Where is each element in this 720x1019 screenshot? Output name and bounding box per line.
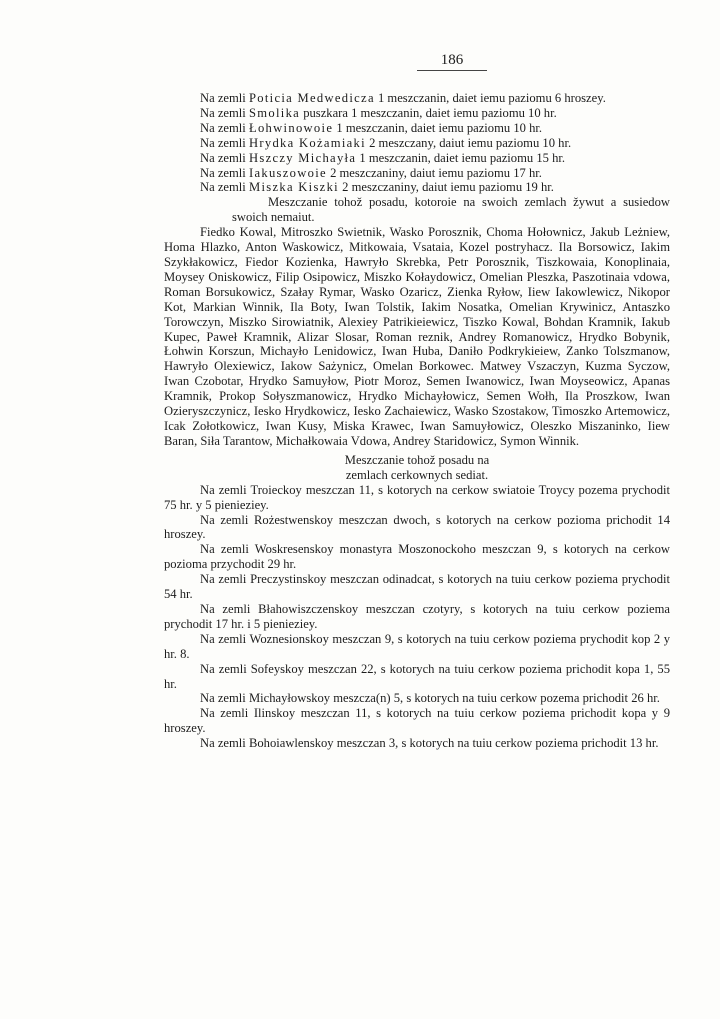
church-land-entry: Na zemli Rożestwenskoy meszczan dwoch, s kotorych na cerkow pozioma prichodit 14 hroszey. bbox=[164, 512, 670, 542]
church-land-entry: Na zemli Woskresenskoy monastyra Moszonockoho meszczan 9, s kotorych na cerkow pozioma przychodit 29 hr. bbox=[164, 542, 670, 572]
church-land-entry: Na zemli Preczystinskoy meszczan odinadcat, s kotorych na tuiu cerkow poziema prychodit 54 hr. bbox=[164, 572, 670, 602]
section-heading bbox=[164, 453, 670, 483]
names-paragraph: Fiedko Kowal, Mitroszko Swietnik, Wasko Porosznik, Choma Hołownicz, Jakub Leżniew, Homa Hlazko, Anton Waskowicz, Mitkowaia, Vsataia, Kozel postryhacz. Ila Borsowicz, Iakim Szykłakowicz, Fiedor Kozienka, Hawryło Skrebka, Petr Porosznik, Tiszkowaia, Konoplinaia, Moysey Oniskowicz, Filip Osipowicz, Miszko Kołaydowicz, Omelian Pleszka, Paszotinaia vdowa, Roman Borsukowicz, Szałay Rymar, Wasko Ozaricz, Zienka Ryłow, Iiew Iakowlewicz, Nikopor Kot, Markian Winnik, Ila Boty, Iwan Tolstik, Iakim Nosatka, Omelian Krywinicz, Antaszko Torowczyn, Miszko Sirowiatnik, Alexiey Patrikieiewicz, Tiszko Kowal, Bohdan Kramnik, Iakub Kupec, Paweł Kramnik, Alizar Slosar, Roman reznik, Andrey Romanowicz, Hrydko Bobynik, Łohwin Korszun, Michayło Lenidowicz, Iwan Huba, Daniło Podkrykieiew, Zanko Tolszmanow, Hawryło Olexiewicz, Iakow Sażynicz, Omelan Borkowec. Matwey Vszaczyn, Kuzma Syczow, Iwan Czobotar, Hrydko Samuyłow, Piotr Moroz, Semen Iwanowicz, Iwan Moyseowicz, Apanas Kramnik, Prokop Sołyszmanowicz, Hrydko Michayłowicz, Semen Wołh, Ila Proszkow, Iwan Ozieryszczynicz, Iesko Hrydkowicz, Iesko Zachaiewicz, Wasko Szostakow, Timoszko Artemowicz, Icak Zołotkowicz, Iwan Kusy, Miska Krawec, Iwan Samuyłowicz, Oleszko Miszaninko, Iiew Baran, Siła Tarantow, Michałkowaia Vdowa, Andrey Staridowicz, Symon Winnik. bbox=[164, 225, 670, 448]
entry-rest: 1 meszczanin, daiet iemu paziomu 15 hr. bbox=[356, 150, 566, 165]
land-name: Poticia Medwedicza bbox=[248, 91, 375, 105]
entry-prefix: Na zemli bbox=[200, 165, 249, 180]
land-entry bbox=[164, 180, 670, 195]
section-note: Meszczanie tohož posadu, kotoroie na swoich zemlach žywut a susiedow swoich nemaiut. bbox=[232, 195, 670, 225]
page-number: 186 bbox=[164, 52, 670, 69]
land-name: Smolika bbox=[248, 105, 301, 120]
church-land-entry: Na zemli Troieckoy meszczan 11, s kotorych na cerkow swiatoie Troycy pozema prychodit 75 hr. y 5 pienieziey. bbox=[164, 482, 670, 512]
entry-prefix: Na zemli bbox=[200, 105, 249, 120]
entry-rest: 2 meszczany, daiut iemu paziomu 10 hr. bbox=[365, 135, 572, 150]
church-land-entry: Na zemli Błahowiszczenskoy meszczan czotyry, s kotorych na tuiu cerkow poziema prychodit 17 hr. i 5 pienieziey. bbox=[164, 602, 670, 631]
church-land-entry: Na zemli Sofeyskoy meszczan 22, s kotorych na tuiu cerkow poziema prichodit kopa 1, 55 hr. bbox=[164, 661, 670, 691]
land-name: Miszka Kiszki bbox=[248, 180, 339, 195]
land-name: Iakuszowoie bbox=[248, 165, 327, 180]
entry-prefix: Na zemli bbox=[200, 135, 249, 150]
section-heading-line: zemlach cerkownych sediat. bbox=[345, 467, 489, 482]
entry-prefix: Na zemli bbox=[200, 150, 249, 165]
entry-rest: 2 meszczaniny, daiut iemu paziomu 17 hr. bbox=[326, 165, 542, 180]
church-land-entry: Na zemli Ilinskoy meszczan 11, s kotorych na tuiu cerkow poziema prichodit kopa y 9 hroszey. bbox=[164, 706, 670, 736]
land-entry bbox=[164, 166, 670, 181]
land-name: Hrydka Kożamiaki bbox=[248, 135, 366, 150]
entry-rest: 1 meszczanin, daiet iemu paziomu 6 hroszey. bbox=[374, 91, 606, 105]
entry-rest: 2 meszczaniny, daiut iemu paziomu 19 hr. bbox=[338, 180, 554, 195]
church-land-entry: Na zemli Michayłowskoy meszcza(n) 5, s kotorych na tuiu cerkow pozema prichodit 26 hr. bbox=[200, 691, 660, 706]
entry-prefix: Na zemli bbox=[200, 91, 249, 105]
land-name: Hszczy Michayła bbox=[248, 150, 357, 165]
land-entry bbox=[164, 136, 670, 151]
land-entry bbox=[164, 151, 670, 166]
entry-rest: 1 meszczanin, daiet iemu paziomu 10 hr. bbox=[333, 120, 543, 135]
document-body bbox=[164, 91, 670, 751]
land-entry bbox=[164, 91, 670, 106]
land-name: Łohwinowoie bbox=[248, 120, 334, 135]
entry-prefix: Na zemli bbox=[200, 180, 249, 195]
church-land-entry: Na zemli Woznesionskoy meszczan 9, s kotorych na tuiu cerkow poziema prychodit kop 2 y hr. 8. bbox=[164, 631, 670, 661]
church-land-entry: Na zemli Bohoiawlenskoy meszczan 3, s kotorych na tuiu cerkow poziema prichodit 13 hr. bbox=[200, 736, 659, 751]
entry-rest: puszkara 1 meszczanin, daiet iemu paziomu 10 hr. bbox=[300, 105, 557, 120]
land-entry bbox=[164, 106, 670, 121]
land-entry bbox=[164, 121, 670, 136]
section-heading-line: Meszczanie tohož posadu na bbox=[344, 452, 490, 467]
entry-prefix: Na zemli bbox=[200, 120, 249, 135]
